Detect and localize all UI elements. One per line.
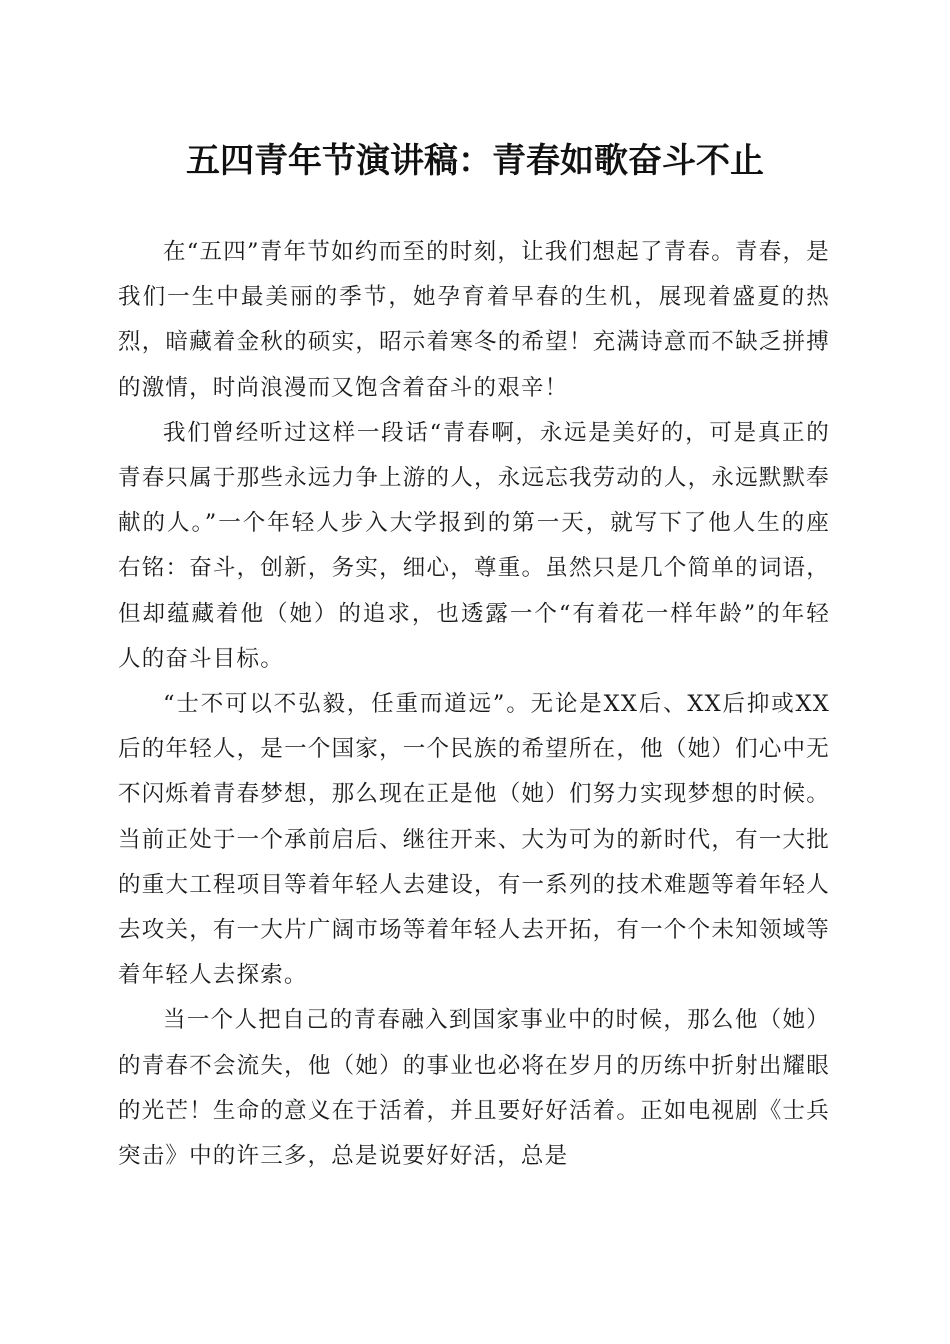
document-body (118, 230, 830, 1179)
paragraph-1: 在“五四”青年节如约而至的时刻，让我们想起了青春。青春，是我们一生中最美丽的季节，她孕育着早春的生机，展现着盛夏的热烈，暗藏着金秋的硕实，昭示着寒冬的希望！充满诗意而不缺乏拼搏的激情，时尚浪漫而又饱含着奋斗的艰辛！ (118, 239, 830, 401)
paragraph-4: 当一个人把自己的青春融入到国家事业中的时候，那么他（她）的青春不会流失，他（她）的事业也必将在岁月的历练中折射出耀眼的光芒！生命的意义在于活着，并且要好好活着。正如电视剧《士兵突击》中的许三多，总是说要好好活，总是 (118, 1007, 830, 1170)
paragraph-2: 我们曾经听过这样一段话“青春啊，永远是美好的，可是真正的青春只属于那些永远力争上游的人，永远忘我劳动的人，永远默默奉献的人。”一个年轻人步入大学报到的第一天，就写下了他人生的座右铭：奋斗，创新，务实，细心，尊重。虽然只是几个简单的词语，但却蕴藏着他（她）的追求，也透露一个“有着花一样年龄”的年轻人的奋斗目标。 (118, 419, 830, 672)
paragraph-3: “士不可以不弘毅，任重而道远”。无论是XX后、XX后抑或XX后的年轻人，是一个国家，一个民族的希望所在，他（她）们心中无不闪烁着青春梦想，那么现在正是他（她）们努力实现梦想的时候。当前正处于一个承前启后、继往开来、大为可为的新时代，有一大批的重大工程项目等着年轻人去建设，有一系列的技术难题等着年轻人去攻关，有一大片广阔市场等着年轻人去开拓，有一个个未知领域等着年轻人去探索。 (118, 691, 830, 989)
document-title: 五四青年节演讲稿：青春如歌奋斗不止 (186, 141, 764, 181)
